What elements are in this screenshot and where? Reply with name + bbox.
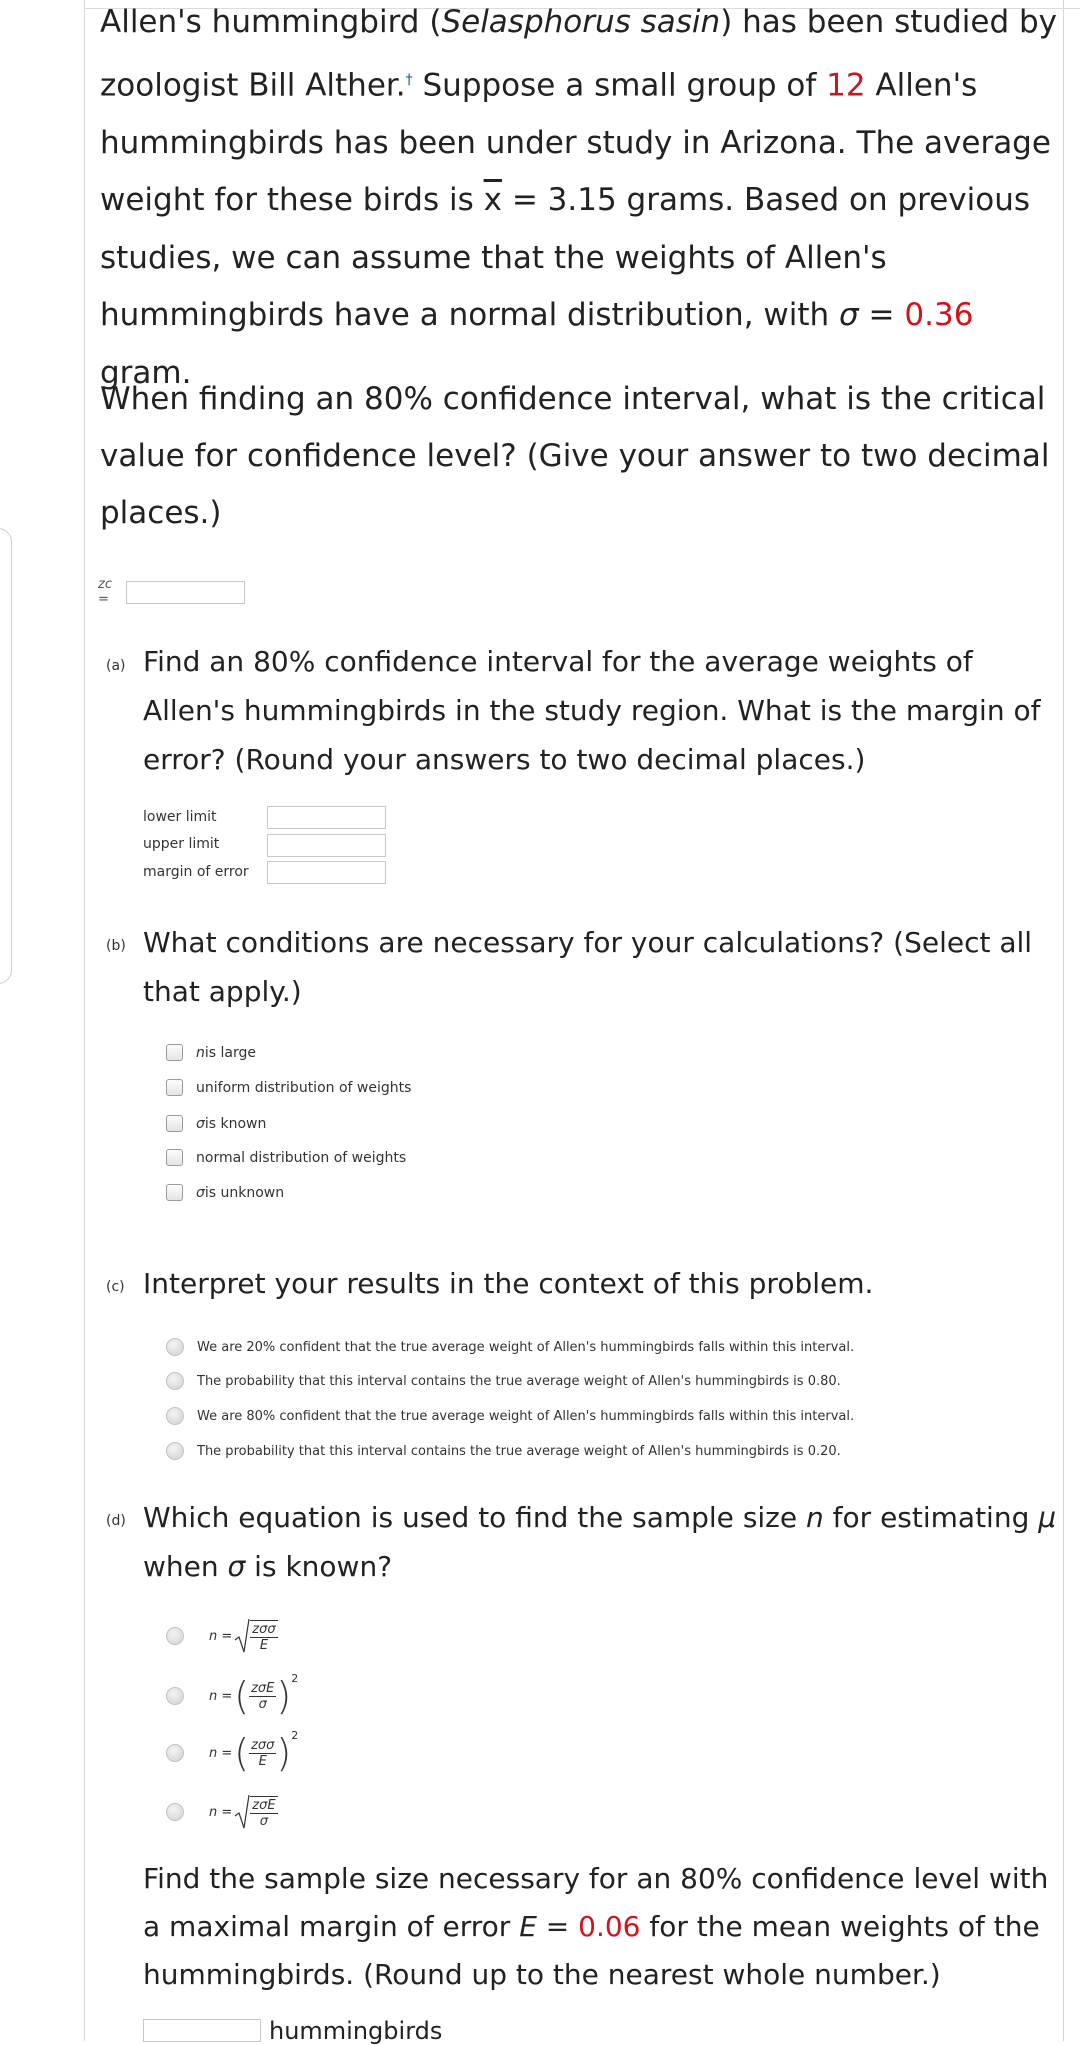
intro-text-6: = [858,297,905,334]
exponent: 2 [291,1672,299,1685]
checkbox[interactable] [166,1115,183,1132]
interpretation-option-3[interactable] [166,1407,854,1425]
part-c-label: (c) [106,1279,125,1295]
upper-limit-label: upper limit [143,836,220,852]
sigma-symbol: σ [227,1550,246,1583]
interpretation-option-4[interactable] [166,1442,841,1460]
radio-button[interactable] [166,1372,184,1390]
intro-text-1: Allen's hummingbird ( [100,4,442,40]
interpretation-option-2[interactable] [166,1372,841,1390]
part-d-text-4: is known? [245,1550,393,1583]
formula-lhs: n = [209,1745,233,1761]
zc-input[interactable] [126,581,245,604]
checkbox[interactable] [166,1184,183,1201]
margin-of-error-label: margin of error [143,864,249,880]
zc-answer-row [98,577,245,607]
condition-normal-distribution[interactable] [166,1149,406,1166]
fraction-denominator: σ [259,1813,269,1829]
left-paren-icon: ( [234,1731,250,1775]
fraction-denominator: E [259,1637,269,1653]
upper-limit-input[interactable] [267,834,386,857]
final-text-1: Find the sample size necessary for an 80% confidence level with a maximal margin of error [143,1862,1049,1943]
fraction-numerator: zσE [252,1797,276,1813]
margin-value: 0.06 [578,1910,641,1943]
sample-count-value: 12 [826,66,866,103]
n-symbol: n [806,1501,824,1534]
checkbox[interactable] [166,1079,183,1096]
radio-button[interactable] [166,1803,184,1821]
zc-label: zc = [98,577,112,607]
fraction-denominator: σ [258,1696,267,1712]
final-text-2: = [536,1910,579,1943]
option-var: σ [196,1115,205,1132]
formula-option-3[interactable] [166,1729,299,1775]
formula-fraction [249,1738,276,1769]
radio-button[interactable] [166,1687,184,1705]
option-text: is unknown [204,1184,285,1201]
E-symbol: E [519,1910,537,1943]
option-text: normal distribution of weights [196,1149,407,1166]
intro-text-2: ) has been studied by zoologist Bill Alther. [100,4,1057,103]
radio-button[interactable] [166,1442,184,1460]
option-text: The probability that this interval contains the true average weight of Allen's hummingbirds is 0.20. [197,1443,841,1459]
sample-size-unit: hummingbirds [269,2017,443,2045]
option-text: is known [204,1115,267,1132]
formula-option-4[interactable] [166,1794,278,1830]
part-d-text-1: Which equation is used to find the sample size [143,1501,807,1534]
right-paren-icon: ) [276,1674,292,1718]
option-text: uniform distribution of weights [196,1079,412,1096]
checkbox[interactable] [166,1044,183,1061]
critical-value-question: When finding an 80% confidence interval, what is the critical value for confidence level? (Give your answer to two decimal places.) [100,381,1050,531]
intro-text-5: = 3.15 grams. Based on previous studies, we can assume that the weights of Allen's hummingbirds have a normal distribution, with [100,182,1031,334]
checkbox[interactable] [166,1149,183,1166]
condition-n-large[interactable] [166,1044,256,1061]
sample-size-input[interactable] [143,2019,261,2042]
part-d-text [143,1493,1063,1591]
right-paren-icon: ) [276,1731,292,1775]
part-d-label: (d) [106,1513,126,1529]
problem-intro [100,0,1060,402]
radio-button[interactable] [166,1744,184,1762]
mu-symbol: μ [1038,1501,1057,1534]
formula-option-1[interactable] [166,1618,278,1654]
formula-lhs: n = [209,1804,233,1820]
radio-button[interactable] [166,1627,184,1645]
fraction-numerator: zσE [251,1680,275,1696]
sample-size-answer-row [143,2019,442,2043]
footnote-link[interactable]: † [405,71,413,88]
lower-limit-input[interactable] [267,806,386,829]
sqrt-icon [234,1618,250,1654]
intro-text-7: gram. [100,354,192,391]
species-name: Selasphorus sasin [441,4,721,40]
part-b-text: What conditions are necessary for your calculations? (Select all that apply.) [143,926,1033,1008]
side-panel-tab[interactable] [0,528,12,984]
formula-fraction [249,1681,276,1712]
part-d-text-3: when [143,1550,228,1583]
option-text: The probability that this interval contains the true average weight of Allen's hummingbirds is 0.80. [197,1373,841,1389]
sigma-symbol: σ [839,297,859,334]
fraction-denominator: E [258,1753,267,1769]
sigma-value: 0.36 [904,297,974,334]
formula-option-2[interactable] [166,1672,299,1718]
content-frame-right [1063,0,1064,2041]
radio-button[interactable] [166,1407,184,1425]
part-a-label: (a) [106,658,126,674]
condition-uniform-distribution[interactable] [166,1079,411,1096]
intro-text-4: Allen's hummingbirds has been under study in Arizona. The average weight for these birds is [100,66,1051,219]
content-frame-left [84,0,85,2041]
fraction-numerator: zσσ [251,1737,275,1753]
part-c-text: Interpret your results in the context of this problem. [143,1267,874,1300]
condition-sigma-unknown[interactable] [166,1184,284,1201]
margin-of-error-input[interactable] [267,861,386,884]
lower-limit-label: lower limit [143,809,217,825]
fraction-numerator: zσσ [252,1621,276,1637]
intro-text-3: Suppose a small group of [412,66,827,103]
sample-size-question [143,1855,1063,1999]
option-text: We are 20% confident that the true average weight of Allen's hummingbirds falls within this interval. [197,1339,855,1355]
option-text: We are 80% confident that the true average weight of Allen's hummingbirds falls within this interval. [197,1408,855,1424]
option-text: is large [204,1044,256,1061]
exponent: 2 [291,1729,299,1742]
option-var: n [196,1044,205,1061]
formula-lhs: n = [209,1628,233,1644]
left-paren-icon: ( [234,1674,250,1718]
sqrt-icon [234,1794,250,1830]
condition-sigma-known[interactable] [166,1115,266,1132]
option-var: σ [196,1184,205,1201]
formula-lhs: n = [209,1688,233,1704]
formula-fraction [250,1796,277,1829]
formula-fraction [250,1620,277,1653]
final-text-3: for the mean weights of the hummingbirds. (Round up to the nearest whole number.) [143,1910,1040,1991]
interpretation-option-1[interactable] [166,1338,854,1356]
part-d-text-2: for estimating [823,1501,1039,1534]
xbar-symbol: $\overline{x}$ [483,182,502,219]
radio-button[interactable] [166,1338,184,1356]
part-b-label: (b) [106,938,126,954]
part-a-text: Find an 80% confidence interval for the average weights of Allen's hummingbirds in the study region. What is the margin of error? (Round your answers to two decimal places.) [143,645,1041,776]
